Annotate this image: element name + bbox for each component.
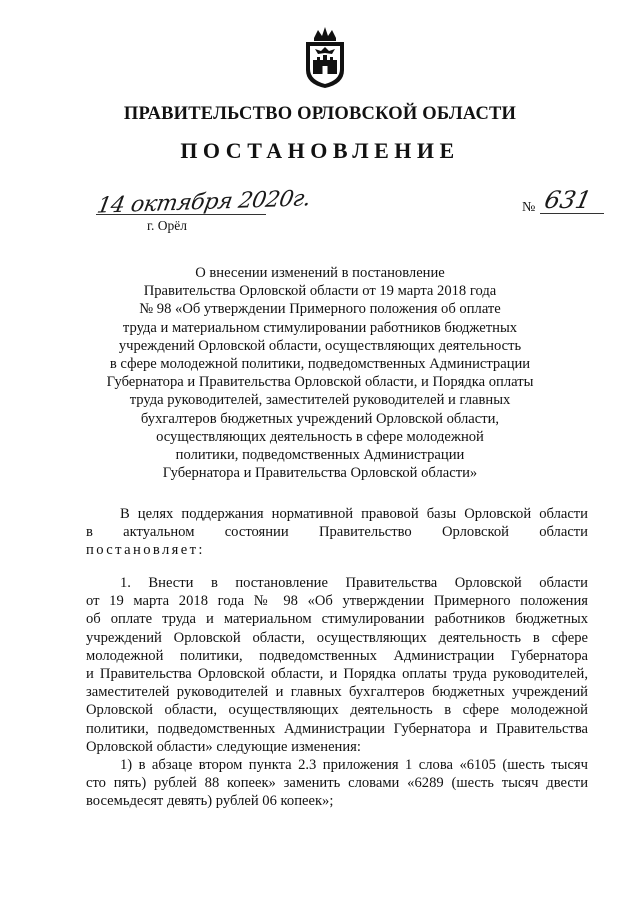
title-line: осуществляющих деятельность в сфере молодежной: [156, 428, 484, 445]
title-line: труда руководителей, заместителей руководителей и главных: [129, 392, 511, 409]
item-1-line: политики, подведомственных Администрации Губернатора и Правительства: [86, 720, 588, 737]
title-line: учреждений Орловской области, осуществляющих деятельность: [118, 337, 522, 354]
number-sign: №: [522, 200, 536, 215]
preamble-line: в актуальном состоянии Правительство Орловской области: [86, 524, 588, 541]
title-line: в сфере молодежной политики, подведомственных Администрации: [109, 356, 531, 373]
item-1-line: Орловской области» следующие изменения:: [86, 738, 361, 755]
subitem-1-paragraph: [86, 756, 588, 811]
title-line: политики, подведомственных Администрации: [175, 447, 465, 464]
item-1-line: учреждений Орловской области, осуществляющих деятельность в сфере: [86, 629, 588, 646]
document-type: ПОСТАНОВЛЕНИЕ: [180, 138, 460, 163]
date-underline: [96, 214, 266, 215]
item-1-line: молодежной политики, подведомственных Администрации Губернатора: [86, 647, 588, 664]
title-line: бухгалтеров бюджетных учреждений Орловской области,: [140, 410, 500, 427]
title-line: № 98 «Об утверждении Примерного положения об оплате: [139, 301, 501, 318]
subitem-1-line: сто пять) рублей 88 копеек» заменить словами «6289 (шесть тысяч двести: [86, 775, 588, 792]
preamble-line: В целях поддержания нормативной правовой базы Орловской области: [120, 506, 588, 522]
item-1-line: об оплате труда и материальном стимулировании работников бюджетных: [86, 611, 588, 628]
handwritten-date: 14 октября 2020г.: [95, 186, 313, 219]
item-1-line: заместителей руководителей и главных бухгалтеров бюджетных учреждений: [86, 684, 588, 701]
title-line: Правительства Орловской области от 19 марта 2018 года: [143, 283, 497, 300]
coat-of-arms-emblem: [300, 24, 350, 90]
item-1-line: и Правительства Орловской области, и Порядка оплаты труда руководителей,: [86, 666, 588, 683]
subitem-1-line: восемьдесят девять) рублей 06 копеек»;: [86, 793, 334, 810]
number-underline: [540, 213, 604, 214]
title-line: О внесении изменений в постановление: [195, 265, 445, 281]
title-line: труда и материальном стимулировании работников бюджетных: [122, 319, 518, 336]
item-1-line: 1. Внести в постановление Правительства Орловской области: [120, 575, 588, 591]
document-title: [90, 264, 550, 482]
subitem-1-line: 1) в абзаце втором пункта 2.3 приложения 1 слова «6105 (шесть тысяч: [120, 757, 588, 773]
preamble-resolves: постановляет:: [86, 542, 205, 559]
item-1-line: от 19 марта 2018 года № 98 «Об утверждении Примерного положения: [86, 593, 588, 610]
city-label: г. Орёл: [147, 218, 187, 233]
title-line: Губернатора и Правительства Орловской области»: [162, 465, 478, 482]
handwritten-number: 631: [542, 186, 594, 214]
item-1-line: Орловской области, осуществляющих деятельность в сфере молодежной: [86, 702, 588, 719]
orel-coat-of-arms-icon: [300, 24, 350, 90]
title-line: Губернатора и Правительства Орловской области, и Порядка оплаты: [106, 374, 534, 391]
preamble-paragraph: [86, 505, 588, 560]
organization-name: ПРАВИТЕЛЬСТВО ОРЛОВСКОЙ ОБЛАСТИ: [123, 104, 517, 124]
item-1-paragraph: [86, 574, 588, 756]
